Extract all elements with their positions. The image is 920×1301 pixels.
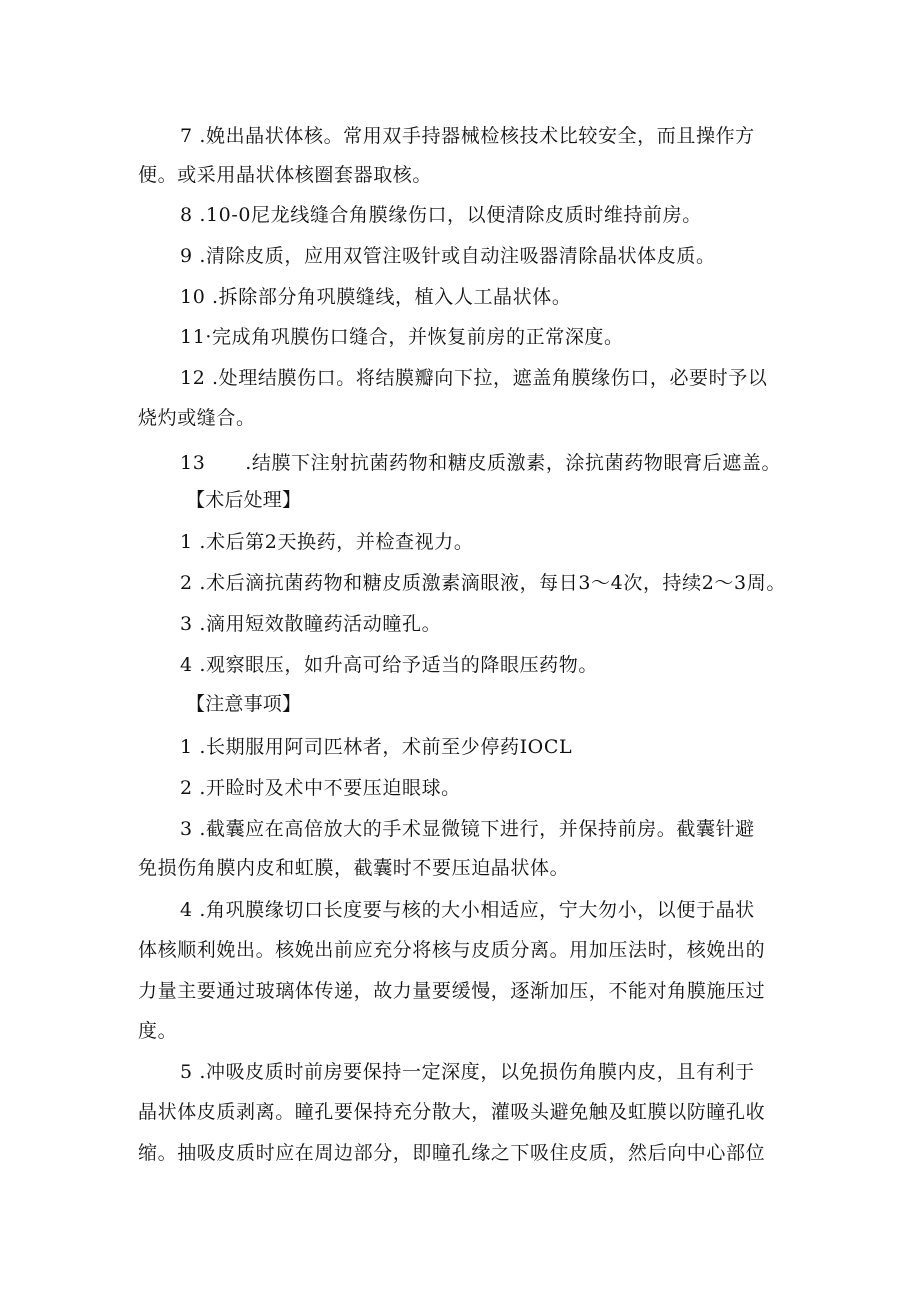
postop-item-3: 3 .滴用短效散瞳药活动瞳孔。: [180, 613, 442, 635]
postop-item-1: 1 .术后第2天换药，并检查视力。: [180, 531, 474, 553]
step-12-line-1: 12 .处理结膜伤口。将结膜瓣向下拉，遮盖角膜缘伤口，必要时予以: [180, 367, 768, 389]
step-7-line-2: 便。或采用晶状体核圈套器取核。: [138, 164, 433, 186]
precaution-4-line-4: 度。: [138, 1020, 178, 1042]
step-11: 11·完成角巩膜伤口缝合，并恢复前房的正常深度。: [180, 326, 624, 348]
precaution-4-line-3: 力量主要通过玻璃体传递，故力量要缓慢，逐渐加压，不能对角膜施压过: [138, 980, 766, 1002]
precaution-3-line-2: 免损伤角膜内皮和虹膜，截囊时不要压迫晶状体。: [138, 857, 570, 879]
step-7-line-1: 7 .娩出晶状体核。常用双手持器械检核技术比较安全，而且操作方: [180, 125, 755, 147]
precaution-3-line-1: 3 .截囊应在高倍放大的手术显微镜下进行，并保持前房。截囊针避: [180, 818, 755, 840]
step-13: 13 .结膜下注射抗菌药物和糖皮质激素，涂抗菌药物眼膏后遮盖。: [180, 452, 782, 474]
postop-item-4: 4 .观察眼压，如升高可给予适当的降眼压药物。: [180, 654, 598, 676]
precaution-4-line-2: 体核顺利娩出。核娩出前应充分将核与皮质分离。用加压法时，核娩出的: [138, 939, 766, 961]
postop-heading: 【术后处理】: [186, 489, 302, 511]
precaution-5-line-1: 5 .冲吸皮质时前房要保持一定深度，以免损伤角膜内皮，且有利于: [180, 1061, 755, 1083]
step-8: 8 .10-0尼龙线缝合角膜缘伤口，以便清除皮质时维持前房。: [180, 204, 702, 226]
precautions-heading: 【注意事项】: [186, 693, 302, 715]
precaution-5-line-3: 缩。抽吸皮质时应在周边部分，即瞳孔缘之下吸住皮质，然后向中心部位: [138, 1142, 766, 1164]
step-12-line-2: 烧灼或缝合。: [138, 407, 256, 429]
postop-item-2: 2 .术后滴抗菌药物和糖皮质激素滴眼液，每日3～4次，持续2～3周。: [180, 572, 786, 594]
precaution-2: 2 .开睑时及术中不要压迫眼球。: [180, 777, 461, 799]
precaution-5-line-2: 晶状体皮质剥离。瞳孔要保持充分散大，灌吸头避免触及虹膜以防瞳孔收: [138, 1101, 766, 1123]
precaution-1: 1 .长期服用阿司匹林者，术前至少停药IOCL: [180, 736, 573, 758]
step-10: 10 .拆除部分角巩膜缝线，植入人工晶状体。: [180, 286, 572, 308]
step-9: 9 .清除皮质，应用双管注吸针或自动注吸器清除晶状体皮质。: [180, 245, 716, 267]
precaution-4-line-1: 4 .角巩膜缘切口长度要与核的大小相适应，宁大勿小，以便于晶状: [180, 899, 755, 921]
